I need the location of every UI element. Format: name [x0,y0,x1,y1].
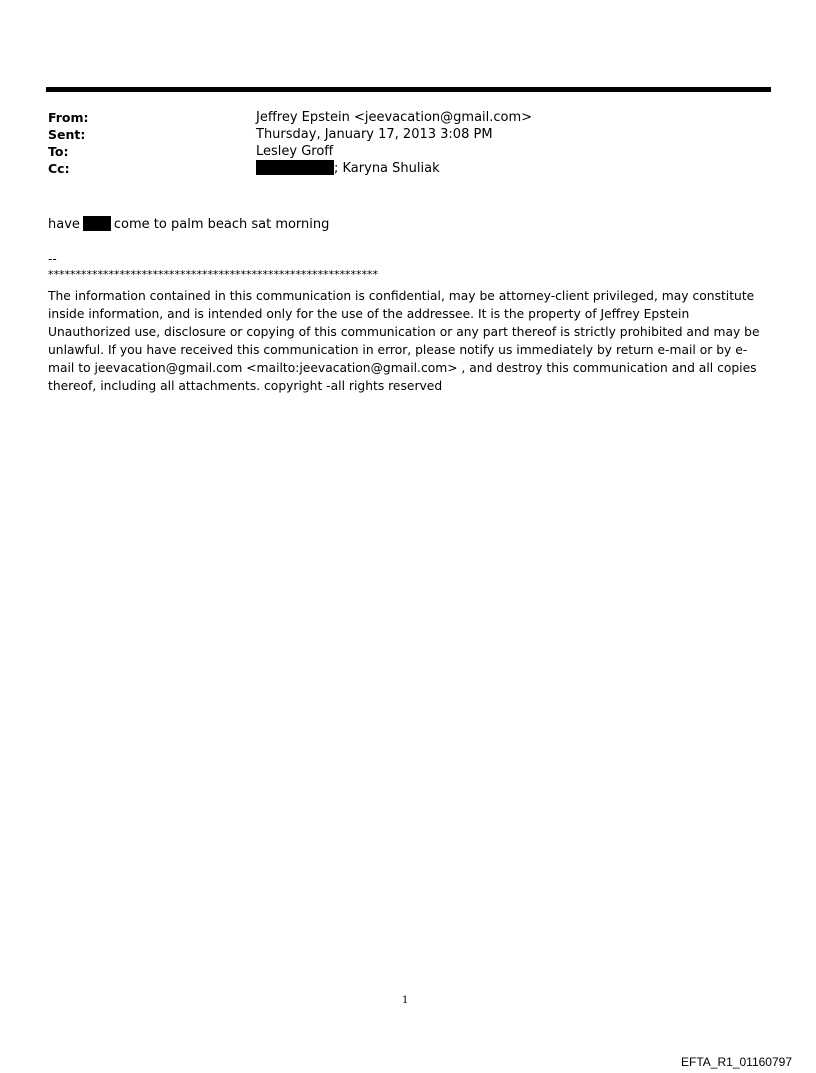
confidentiality-disclaimer: The information contained in this communication is confidential, may be attorney-client privileged, may constitute inside information, and is intended only for the use of the addressee. It is the property of Jeffrey Epstein Unauthorized use, disclosure or copying of this communication or any part thereof is strictly prohibited and may be unlawful. If you have received this communication in error, please notify us immediately by return e-mail or by e-mail to jeevacation@gmail.com <mailto:jeevacation@gmail.com> , and destroy this communication and all copies thereof, including all attachments. copyright -all rights reserved [48,289,760,393]
sent-label: Sent: [48,127,86,142]
signature-stars: ************************************************************ [48,268,378,281]
sent-value: Thursday, January 17, 2013 3:08 PM [256,127,493,142]
from-label: From: [48,110,89,125]
redaction-box [83,216,111,231]
from-row [48,109,768,126]
body-text-before: have [48,217,80,232]
header-rule [46,87,771,92]
bates-number: EFTA_R1_01160797 [681,1055,792,1069]
sent-row [48,126,768,143]
cc-value: ; Karyna Shuliak [334,161,440,176]
cc-row [48,160,768,177]
to-value: Lesley Groff [256,144,334,159]
page-number: 1 [402,995,409,1006]
to-label: To: [48,144,69,159]
cc-value-wrapper [256,160,440,177]
redaction-box [256,160,334,175]
email-body [48,216,329,233]
email-header [48,109,768,177]
body-text-after: come to palm beach sat morning [113,217,330,232]
cc-label: Cc: [48,161,70,176]
from-value: Jeffrey Epstein <jeevacation@gmail.com> [256,110,533,125]
to-row [48,143,768,160]
signature-dashes: -- [48,252,57,266]
